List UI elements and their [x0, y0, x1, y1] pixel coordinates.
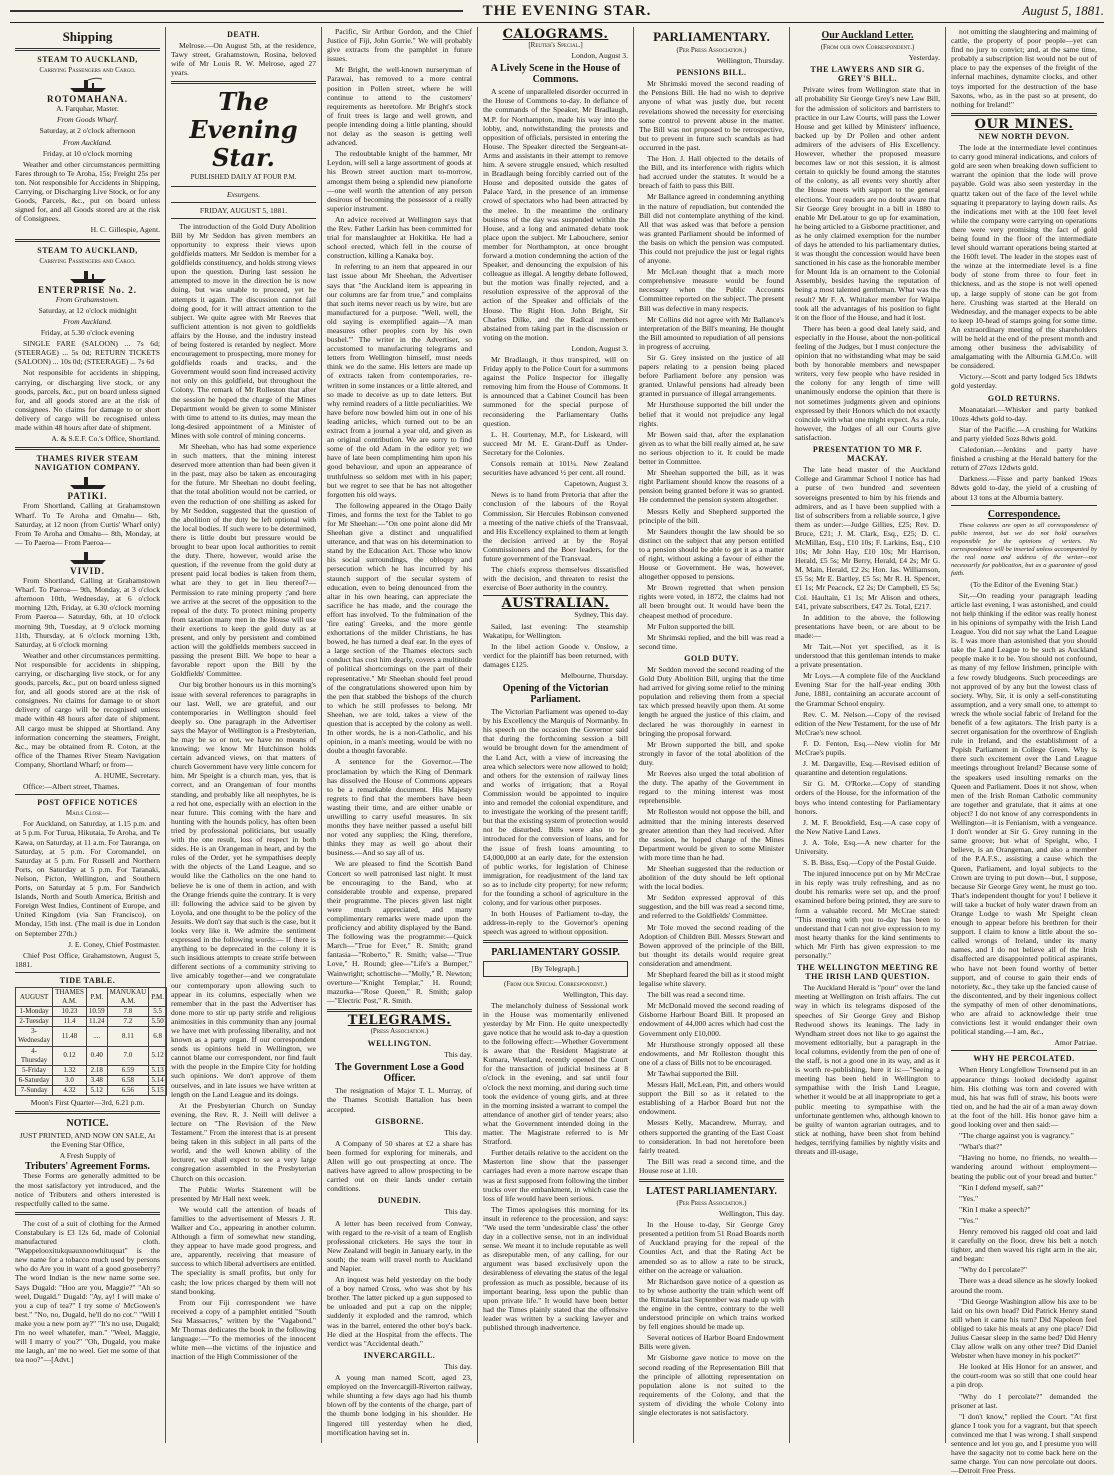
ad1-subtitle: Carrying Passengers and Cargo. [39, 66, 136, 75]
news-para: Mr Collins did not agree with Mr Ballance's interpretation of the Bill's meaning. He thought the Bill amounted to repudiation of all pensions in progress of accruing. [639, 314, 784, 351]
steamer-icon [15, 549, 160, 565]
news-para: The late head master of the Auckland College and Grammar School I notice has had a purse of two hundred and seventeen sovereigns presented to him by his friends and admirers, and as I have been supplied with a list of subscribers from a reliable source, I give them as under:—Judge Gillies, £25; Rev. D. Bruce, £21; J. M. Clark, Esq., £25; D. C. McMillan, Esq., £10 10s; F. Larkins, Esq., £10 10s; Mr John Hay, £10 10s; Mr Harrison, Herald, £5 5s; Mr Berry, Herald, £4 2s; Mr G. M. Main, Herald, £2 2s; Hon. Jas. Williamson, £5 5s; Mr E. Bartley, £5 5s; Mr R. H. Spencer, £1 1s; Mr Peacock, £2 2s; Dr Campbell, £5 5s; Col. Haultain, £1 1s; Mr Alison and others, £41, private subscribers, £47 2s. Total, £217. [795, 465, 940, 611]
masthead-date: August 5, 1881. [1022, 3, 1104, 18]
gossip-title: PARLIAMENTARY GOSSIP. [491, 947, 620, 959]
post-title: POST OFFICE NOTICES [37, 798, 138, 808]
tide-cell: 4-Thursday [16, 1046, 53, 1065]
news-para: Moanataiari.—Whisker and party banked 10ozs 4dwts gold to-day. [951, 404, 1097, 423]
tide-cell: 6.58 [107, 1075, 149, 1085]
tide-cell: 2.18 [86, 1065, 107, 1075]
ad1-master: A. Farquhar, Master. [56, 104, 119, 114]
post-sub: Mails Close— [65, 809, 110, 818]
tide-row [16, 1046, 167, 1065]
tide-cell: 0.12 [53, 1046, 87, 1065]
news-para: The melancholy dulness of Sessional work in the House was momentarily enlivened yesterday by Mr Finn. He quite unexpectedly gave notice that he would ask to-day a question to the following effect:—Whether Government is aware that the Resident Magistrate at Kumara, Westland, recently opened the Court for the transaction of judicial business at 8 o'clock in the evening, and sat until four o'clock the next morning, and during such time took the evidence of young girls, and at three in the morning insisted a warrant to compel the attendance of another girl of tender years; also what the Government intended doing in the matter. The Magistrate referred to is Mr Stratford. [483, 1000, 628, 1147]
news-para: F. D. Fenton, Esq.—New violin for Mr McCrae's pupils. [795, 738, 940, 758]
story-para: Henry removed his ragged old coat and laid it carefully on the floor, drew his belt a notch tighter, and then waved his right arm in the air, and began: [951, 1226, 1097, 1264]
news-para: Mr Fulton supported the bill. [647, 621, 735, 631]
ad3-agent: A. HUME, Secretary. [94, 771, 160, 780]
tide-header-cell: MANUKAU A.M. [107, 987, 149, 1006]
news-para: Mr McDonald moved the second reading of Gisborne Harbour Board Bill. It proposed an endowment of 44,000 acres which had cost the Government only £10,000. [639, 1001, 784, 1038]
news-para: Mr Sheehan supported the bill, as it was right Parliament should know the reasons of a pension being granted before it was so granted. He condemned the pension system altogether. [639, 468, 784, 505]
steamer-icon [15, 77, 160, 93]
news-para: We are pleased to find the Scottish Band Concert so well patronised last night. It must be encouraging to the Band, who at considerable trouble and expense, prepared their programme. The pieces given last night were much appreciated, and many complimentary remarks were made upon the proficiency and ability displayed by the Band. The following was the programme:—Quick March—"True for Ever," R. Smith; grand fantasia—"Roberto," R. Smith; valse—"True Love," H. Round; glee—"Life's a Bumper," Wainwright; schottische—"Molly," R. Newton; overture—"Knight Templar," H. Round; mazurka—"Rose Queen," R. Smith; galop—"Electric Post," R. Smith. [327, 859, 472, 1005]
news-para: Further details relative to the accident on the Masterton line show that the passenger carriages had even a more narrow escape than was at first supposed from following the timber trucks over the embankment, in which case the loss of life would have been serious. [483, 1148, 628, 1203]
news-para: In the House to-day, Sir George Grey presented a petition from 51 Road Boards north of Auckland praying for the repeal of the Counties Act, and that the Rating Act be amended so as to allow a rate to be struck, either on the acreage or valuation. [639, 1220, 784, 1275]
divider [171, 81, 316, 84]
news-para: The following appeared in the Otago Daily Times, and forms the text for the Tablet to go for Mr Sheehan:—"On one point alone did Mr Sheehan give a distinct and unqualified utterance, and that was on his determination to stand by the Education Act. Those who know his social surroundings, the obloquy and persecution which he has incurred by his staunch support of the secular system of education, even to being denounced from the altar in his own hearing, can appreciate the sacrifice he has made, and the courage the effort has involved. To the fulmination of the 'fire eating' Greeks, and the more gentle exhortations of the milder Christians, he has bowed, he has turned a deaf ear. In the eyes of a large section of the Thames electors such conduct has cost him dearly, covers a multitude of political shortcomings on the part of their representative." Mr Sheehan should feel proud of the congratulations showered upon him by the pen that stabbed the bishops of the church to which he still professes to belong. Mr Sheehan, we are told, takes a view of the question that is accepted by the colony as well. In other words, he is a non-Catholic, and his opinion, in a man's meeting, would be with no doubt a thought favorable. [327, 500, 472, 756]
story-para: "Yes." [959, 1193, 979, 1203]
subhead: PRESENTATION TO MR F. MACKAY. [812, 445, 923, 464]
tide-cell: 6.8 [149, 1027, 167, 1046]
divider [15, 447, 160, 450]
headline: A Lively Scene in the House of Commons. [490, 63, 621, 86]
ad1-ship: ROTOMAHANA. [46, 94, 129, 105]
news-para: Consols remain at 101¼. New Zealand securities have advanced ½ per cent. all round. [483, 459, 628, 478]
tide-cell: 8.11 [107, 1027, 149, 1046]
tide-cell: 3.48 [86, 1075, 107, 1085]
subhead: NEW NORTH DEVON. [978, 131, 1070, 141]
columns [10, 27, 1104, 1475]
news-para: Mr Loys.—A complete file of the Auckland Evening Star for the half-year ending 30th June, 1881, containing an accurate account of the Grammar School enquiry. [795, 671, 940, 708]
news-para: Messrs Kelly and Shepherd supported the principle of the bill. [639, 506, 784, 525]
news-para: Sailed, last evening: The steamship Wakatipu, for Wellington. [483, 621, 628, 640]
story-para: He looked at His Honor for an answer, and the court-room was so still that one could hear a pin drop. [951, 1362, 1097, 1390]
tide-body [16, 1007, 167, 1096]
story-para: There was a dead silence as he slowly looked around the room. [951, 1276, 1097, 1295]
tide-cell: 11.4 [53, 1017, 87, 1027]
news-para: Mr Seddon expressed approval of this suggestion, and the bill was read a second time, and referred to the Goldfields' Committee. [639, 893, 784, 921]
editorial-para: Mr Sheehan, who has had some experience in such matters, that the mining interest deserved more attention than had been given it in the past, may also be taken as encouraging for the future. Mr Sheehan no doubt feeling, that the total abolition would not be carried, or even the reduction of one shilling as asked for by Mr Seddon, suggested that the question of the abolition of the duty be left optional with the local bodies. If such were to be determined, there is little doubt but pressure would be brought to bear upon local authorities to remit the duty. There, however, would arise the question, if the revenue from the gold duty at present paid local bodies is taken from them, what are they to get in lieu thereof?—Permission to rate mining property ;'and here we arrive at the secret of the opposition to the repeal of the duty. To protect mining property from taxation many men in the House will use their exertions to keep the gold duty as at present, and only by persistent and combined action will the goldfields members succeed in passing the present Bill. We hope to hear a favorable report upon the Bill by the Goldfields' Committee. [171, 442, 316, 679]
tide-cell: 4.32 [53, 1085, 87, 1095]
tide-cell: 6.56 [107, 1085, 149, 1095]
tide-cell: 2-Tuesday [16, 1017, 53, 1027]
news-para: In addition to the above, the following presentations have been, or are about to be made:— [795, 612, 940, 640]
news-para: Mr Shephard feared the bill as it stood might legalise white slavery. [639, 970, 784, 989]
news-para: J. A. Tole, Esq.—A new charter for the University. [795, 837, 940, 856]
tide-cell: 5.5 [149, 1007, 167, 1017]
news-para: Messrs Kelly, Macandrew, Murray, and others supported the granting of the East Coast to consideration. In bad not heretofore been fairly treated. [639, 1118, 784, 1155]
mines-title: OUR MINES. [974, 116, 1074, 132]
divider [15, 239, 160, 242]
tide-header-cell: THAMES A.M. [53, 987, 87, 1006]
shipping-heading: Shipping [62, 29, 113, 44]
editorial-para: At the Presbyterian Church on Sunday evening, the Rev. R. J. Neill will deliver a lecture on "The Revision of the New Testament." From the interest that is at present being taken in this subject in all parts of the world, and the well known ability of the lecturer, we shall expect to see a very large congregation assembled in the Presbyterian Church on this occasion. [171, 1100, 316, 1183]
tide-row [16, 1007, 167, 1017]
tide-cell: 5.12 [149, 1046, 167, 1065]
news-para: The chiefs express themselves dissatisfied with the decision, and threaten to resist the exercise of Boer authority in the country. [483, 565, 628, 593]
gisborne-para: A Company of 50 shares at £2 a share has been formed for exploring for minerals, and Allen will go out prospecting at once. The natives have agreed to allow prospecting to be carried out on their lands under certain conditions. [327, 1138, 472, 1194]
tel-place: WELLINGTON. [367, 1039, 432, 1049]
story-para: "The charge against you is vagrancy." [959, 1131, 1074, 1141]
tide-cell: 6-Saturday [16, 1075, 53, 1085]
news-para: Mr Ballance agreed in condemning anything in the nature of repudiation, but contended the Bill did not contemplate anything of the kind. All that was asked was that before a pension was granted Parliament should be informed of the basis on which the pension was computed. This could not prejudice the just or legal rights of anyone. [639, 192, 784, 266]
tide-cell: 10.23 [53, 1007, 87, 1017]
news-para: There has been a good deal lately said, and especially in the House, about the non-political feeling of the Judges, but I must conjecture the opinion that no withstanding what may be said both by honorable members and newspaper writers, very few people who have resided in the colony for any length of time will unanimously endorse the opinion that there is not sometimes judgments given and opinions expressed by their Honors which do not exactly coincide with what one might expect. As a rule, however, the Judges of all our Courts give satisfaction. [795, 323, 940, 442]
news-para: In both Houses of Parliament to-day, the address-in-reply to the Governor's opening speech was agreed to without opposition. [483, 909, 628, 937]
tide-header-cell: AUGUST [16, 987, 53, 1006]
gisborne-place: GISBORNE. [375, 1116, 424, 1126]
correspondence-note: These columns are open to all correspondence of public interest, but we do not hold ourselves responsible for the opinions of writers. No correspondence will be inserted unless accompanied by the real name and address of the writer—not necessarily for publication, but as a guarantee of good faith. [951, 521, 1097, 577]
dateline: London, August 3. [571, 51, 628, 61]
ad2-subtitle: Carrying Passengers and Cargo. [39, 256, 136, 265]
divider [15, 794, 160, 795]
invercargill-place: INVERCARGILL. [363, 1350, 436, 1360]
tide-cell: 7-Sunday [16, 1085, 53, 1095]
ad3-ship1: PATIKI. [67, 491, 108, 502]
post-date: Chief Post Office, Grahamstown, August 5, 1881. [15, 950, 160, 969]
news-para: Mr Brown supported the bill, and spoke strongly in favor of the total abolition of the duty. [639, 739, 784, 767]
telegrams-title: TELEGRAMS. [347, 1012, 452, 1028]
column-1 [10, 27, 166, 1443]
news-para: Mr Shrimski moved the second reading of the Pensions Bill. He had no wish to deprive anyone of what was justly due, but recent revelations showed the necessity for exercising some control to prevent abuse in the matter. The Bill was not proposed to be retrospective, but to prevent in future such scandals as had occurred in the past. [639, 79, 784, 152]
calograms-title: CALOGRAMS. [502, 27, 609, 42]
ad3-office: Office:—Albert street, Thames. [23, 782, 120, 792]
tide-cell: 7.0 [107, 1046, 149, 1065]
divider [15, 1212, 160, 1215]
tide-cell: 5.50 [149, 1017, 167, 1027]
news-para: Pacific, Sir Arthur Gordon, and the Chief Justice of Fiji, John Gorrie." We will probably give extracts from the pamphlet in future issues. [327, 27, 472, 64]
story-para: When Henry Longfellow Townsend put in an appearance things looked decidedly against him. His clothing was torn and covered with mud, his hat was full of straw, his boots were tied on, and he had the air of a man away down at the foot of the hill. His honor gave him a good looking over and then said:— [951, 1065, 1097, 1130]
column-4 [478, 27, 634, 1443]
ad1-line2: Friday, at 10 o'clock morning [42, 148, 133, 158]
dateline: Melbourne, Thursday. [560, 671, 628, 680]
news-para: The Times apologises this morning for its insult in reference to the procession, and says: "We used the term 'undesirable class' the other day in a collective sense, not in an individual sense. We meant it to include reputable as well as disreputable men, of any calling, for our argument was based exclusively upon the desirableness of elevating the status of the legal profession as much as possible, because of its important bearing, less upon the public than upon private life." It would have been better had the Times plainly stated that the offensive leader was written by a sucking lawyer and published through inadvertence. [483, 1204, 628, 1332]
ad3-title: THAMES RIVER STEAM NAVIGATION COMPANY. [34, 454, 141, 473]
tide-cell: 5.13 [149, 1065, 167, 1075]
tide-cell: 0.40 [86, 1046, 107, 1065]
tide-cell: 5.15 [149, 1085, 167, 1095]
news-para: S. B. Biss, Esq.—Copy of the Postal Guide. [803, 858, 937, 868]
tide-header-cell: P.M. [149, 987, 167, 1006]
tide-cell: .... [86, 1027, 107, 1046]
news-para: The Auckland Herald is "pour" over the land meeting at Wellington on Irish affairs. The cut way in which its telegrams disposed of the speeches of Sir George Grey and Bishop Redwood shows its leanings. The lady in Wyndham street does not like to go against the movement editorially, but a paragraph in the local columns, evidently from the pen of one of the staff, is not a good one in its way, and as it is worth re-publishing, here it is:—"Seeing a meeting has been held in Wellington to sympathise with the Irish Land League, whether it would be at all inappropriate to get a public meeting to sympathise with the unfortunate gentlemen who, although known to be guilty of wanton agrarian outrages, and to stick at nothing, have been shot from behind hedges, terrifying families by nightly visits and threats and ill-usage, [795, 983, 940, 1156]
divider [951, 113, 1097, 116]
news-para: Sir G. Grey insisted on the justice of all papers relating to a pension being placed before Parliament before any pension was granted. Unlawful pensions had already been granted in pursuance of illegal arrangements. [639, 353, 784, 399]
news-para: The lode at the intermediate level continues to carry good mineral indications, and colors of gold are seen when breaking down sufficient to warrant the opinion that the lode will prove payable. Gold was also seen yesterday in the quartz taken out of the face of the level while squaring it preparatory to laying down rails. As the indications met with at the 100 feet level while the company were carrying on operations there were very promising the fact of gold being found in the floor of the intermediate level should warrant operations being started at the 160ft level. The leader in the stopes east of the winze at the intermediate level is a fine body of stone from three to four feet in thickness, and as the stope is not well opened up, a large supply of stone can be got from here. Crushing was started at the Herald on Wednesday, and the manager expects to be able to keep 10-head of stamps going for some time. An extraordinary meeting of the shareholders will be held at the end of the present month and among other business the advisability of amalgamating with the Alburnia G.M.Co. will be considered. [951, 143, 1097, 371]
divider [171, 218, 316, 219]
dunedin-place: DUNEDIN. [377, 1196, 422, 1206]
news-para: J. M. F. Brookfield, Esq.—A case copy of the New Native Land Laws. [795, 817, 940, 836]
news-para: Mr Seddon moved the second reading of the Gold Duty Abolition Bill, urging that the time had arrived for giving some relief to the mining population and relieving them from a special tax which pressed heavily upon them. At some length he argued the justice of this claim, and declared he was thoroughly in earnest in bringing the proposal forward. [639, 665, 784, 738]
dateline: Capetown, August 3. [564, 479, 628, 489]
ad2-fares: SINGLE FARE (SALOON) ... 7s 6d; (STEERAGE) ... 5s 0d; RETURN TICKETS (SALOON) ... 10s 0d; (STEERAGE) ... 7s 6d [15, 339, 160, 367]
tide-cell: 5.12 [86, 1085, 107, 1095]
news-para: News is to hand from Pretoria that after the conclusion of the labours of the Royal Commission, Sir Hercules Robinson convened a meeting of the native chiefs of the Transvaal, and His Excellency explained to them at length the decision arrived at by the Royal Commissioners and the Boer leaders, for the future government of the Transvaal. [483, 490, 628, 563]
death-text: Melrose.—On August 5th, at the residence, Tawy street, Grahamstown, Rosina, beloved wife of Mr Louis R. W. Melrose, aged 27 years. [171, 41, 316, 78]
tide-header-cell: P.M. [86, 987, 107, 1006]
dunedin-para: An inquest was held yesterday on the body of a boy named Cross, who was shot by his brother. The latter picked up a gun supposed to be unloaded and put a cap on the nipple; suddenly it exploded and the ramrod, which was in the barrel, entered the other boy's back. He died at the Hospital from the effects. The verdict was "Accidental death." [327, 1275, 472, 1348]
ad2-from2: From Auckland. [63, 316, 112, 326]
tel-headline: The Government Lose a Good Officer. [335, 1062, 464, 1085]
dunedin-day: This day. [444, 1207, 472, 1217]
column-2 [166, 27, 322, 1443]
news-para: Darkness.—Fisse and party banked 19ozs 8dwts gold to-day, the yield of a crushing of about 13 tons at the Alburnia battery. [951, 474, 1097, 502]
invercargill-day: This day. [444, 1361, 472, 1371]
gossip-sub2: (From our Special Correspondent.) [503, 979, 607, 988]
percolated-title: WHY HE PERCOLATED. [973, 1054, 1075, 1064]
news-para: Mr McLean thought that a much more comprehensive measure would be found necessary when the Public Accounts Committee reported on the subject. The present Bill was defective in many respects. [639, 267, 784, 313]
tide-cell: 11.24 [86, 1017, 107, 1027]
tide-cell: 1.32 [53, 1065, 87, 1075]
letter-para: Sir,—On reading your paragraph leading article last evening, I was astonished, and could not help thinking if the editor was really honest in his opinions of sympathy with the Irish Land League. You did not say what the Land League is. I was more than astonished that you should take the Land League to be such as Auckland people make it to be. You should not confound, as many of my fellow Irishmen, principle with a few rowdy bludgeons. Such proceedings are not approved of by any but the lowest class of society. Why, Sir, it is only a self-constituting assumption, and a very small one, to attempt to wreck the whole social fabric of Ireland for the benefit of a few agitators. The Irish party is a secret organisation for the overthrow of English rule in Ireland, and the establishment of a Popish Parliament in College Green. Why is there such excitement over the Land League meetings throughout Ireland? Because some of the speakers used insulting remarks on the Queen and Parliament. Does it not show, when men of the Irish Roman Catholic community are together and gratulate, that it aims at one object? I do not know of any correspondents in Wellington—it is Fenianism, with a vengeance. I don't wonder at Sir G. Grey running in the same groove; but what of Speight, who, I believe, is an Orangeman, and also a member of the P.A.F.S., assisting a cause which the Queen, Parliament, and loyal subjects to the Crown are trying to put down—but, I suppose, because Sir George Grey went, he must go too. That's independent thought for you! I believe it will take a bucket of holy water drawn from an Orange Lodge to wash Mr Speight clean enough to appear before his brethren for their support. I claim to know a little about the so-called wrongs of Ireland, under its many names, and I do not believe all of the Irish disaffected are disappointed political aspirants, who have not been found worthy of better support, and of course to gain their ends of notoriety, &c., they take up the fancied cause of the discontented, and by their ingenious collect the sympathy of men of other denominations, who are afraid to acknowledge their true convictions lest it would endanger their own political standing.—I am, &c., [951, 590, 1097, 1037]
dateline: Sydney, This day. [574, 610, 628, 620]
news-para: The bill was read a second time. [647, 990, 746, 1000]
divider [327, 1009, 472, 1012]
news-para: The injured innocence put on by Mr McCrae in his reply was truly refreshing, and as no doubt his remarks were set up, and the proof examined before being printed, they are sure to form a valuable record. Mr McCrae stated: "This meeting with you to-day has been to understand that I can not give expression to my most hearty thanks for the kind sentiments to which Mr Firth has given expression to me personally." [795, 869, 940, 960]
story-para: "Did George Washington allow his axe to be laid on his own head? Did Patrick Henry stand still when it came his turn? Did Napoleon feel obliged to take his meals at any one place? Did Julius Caesar sleep in the same bed? Did Henry Clay allow walk on any other tree? Did Daniel Webster when have money in his pocket?" [951, 1296, 1097, 1361]
story-para: "Yes." [959, 1215, 979, 1225]
divider [951, 505, 1097, 506]
news-para: In the libel action Goode v. Onslow, a verdict for the plaintiff has been returned, with damages £125. [483, 641, 628, 669]
story-para: "Why do I percolate?" demanded the prisoner at last. [951, 1391, 1097, 1410]
ad1-from2: From Auckland. [63, 137, 112, 147]
auckland-letter-sub: (From our own Correspondent.) [820, 43, 915, 51]
column-3 [322, 27, 478, 1443]
dateline: Yesterday. [908, 53, 940, 63]
story-para: "Why do I percolate?" [959, 1265, 1027, 1275]
tide-row [16, 1027, 167, 1046]
headline: Opening of the Victorian Parliament. [502, 683, 609, 706]
ad3-ship1-text: From Shortland, Calling at Grahamstown Wharf. To Te Aroha and Omahu— 6th, Saturday, at 12 noon (from Curtis' Wharf only) From Te Aroha and Omahu— 8th, Monday, at — To Paeroa— From Paeroa— [15, 501, 160, 547]
gisborne-day: This day. [444, 1127, 472, 1137]
tide-row [16, 1085, 167, 1095]
ad2-from1: From Grahamstown. [55, 294, 120, 304]
notice-forms: Tributers' Agreement Forms. [25, 1161, 150, 1173]
column-7 [946, 27, 1102, 1475]
dateline: Wellington, This day. [563, 989, 628, 999]
post-text: For Auckland, on Saturday, at 1.15 p.m. and at 5 p.m. For Turua, Hikutaia, Te Aroha, and Te Kawa, on Saturday, at 11 a.m. For Tauranga, on Saturday, at 5 p.m. For Coromandel, on Saturday at 5 p.m. For Russell and Northern Ports, on Saturday at 5 p.m. For Taranaki, Nelson, Picton, Wellington, and Southern Ports, on Saturday at 5 p.m. For Sandwich Islands, North and South America, British and Foreign West Indies, Continent of Europe, and United Kingdom (via San Francisco), on Monday, 15th inst. (The mail is due in London on September 27th.) [15, 819, 160, 938]
column-6 [790, 27, 946, 1443]
news-para: Mr Tait.—Not yet specified, as it is understood that this gentleman intends to make a private presentation. [795, 642, 940, 670]
tide-cell: 3-Wednesday [16, 1027, 53, 1046]
news-para: J. M. Dargaville, Esq.—Revised edition of quarantine and detention regulations. [795, 759, 940, 778]
news-para: Caledonian.—Jenkins and party have finished a crushing at the Herald battery for the return of 27ozs 12dwts gold. [951, 445, 1097, 473]
tide-cell: 7.2 [107, 1017, 149, 1027]
latest-parliamentary-title: LATEST PARLIAMENTARY. [646, 1185, 777, 1197]
divider [951, 1050, 1097, 1051]
editorial-para: The Public Works Statement will be presented by Mr Hall next week. [171, 1184, 316, 1203]
news-para: Mr Hursthouse supported the bill under the belief that it would not prejudice any legal rights. [639, 400, 784, 428]
news-para: Mr Rolleston would not oppose the bill, and admitted that the mining interests deserved greater attention than they had received. After the session, he hoped charge of the Mines Department would be given to some Minister with more time than he had. [639, 807, 784, 862]
notice-title: NOTICE. [66, 1118, 109, 1130]
tide-cell: 11.48 [53, 1027, 87, 1046]
dateline: Wellington, Thursday. [716, 56, 784, 66]
ad2-ship: ENTERPRISE No. 2. [37, 284, 137, 295]
correspondence-title: Correspondence. [987, 508, 1061, 520]
parliamentary-sub: (Per Press Association.) [676, 46, 747, 54]
news-para: An advice received at Wellington says that the Rev. Father Larkin has been committed for trial for manslaughter at Hokitika. He had a school erected, which fell in the course of construction, killing a Kanaka boy. [327, 214, 472, 261]
ad1-agent: H. C. Gillespie, Agent. [90, 225, 160, 235]
divider [171, 202, 316, 203]
published-line: PUBLISHED DAILY AT FOUR P.M. [190, 173, 297, 182]
editorial-para: We would call the attention of heads of families to the advertisement of Messrs J. R. Walker and Co., appearing in another column. Although a firm of somewhat new standing, they appear to have made good progress, and are, apparently, receiving that measure of success to which liberal advertisers are entitled. The speciality is small profits, but only for cash; the low prices charged by them will not stand booking. [171, 1204, 316, 1296]
latest-sub: (Per Press Association.) [676, 1198, 747, 1207]
invercargill-para: A young man named Scott, aged 23, employed on the Invercargill-Riverton railway, while shunting a few days ago had his thumb blown off by the contents of the charge, part of the thumb bone lodging in his shoulder. He lingered till yesterday when he died, mortification having set in. [327, 1373, 472, 1437]
subhead: GOLD DUTY. [684, 653, 739, 663]
news-para: Mr Bowen said that, after the explanation given as to what the bill really aimed at, he saw no serious objection to it. It could be made better in Committee. [639, 429, 784, 467]
gold-returns-title: GOLD RETURNS. [987, 393, 1061, 403]
tide-row [16, 1017, 167, 1027]
tel-para: The resignation of Major T. L. Murray, of the Thames Scottish Battalion has been accepted. [327, 1086, 472, 1114]
tide-table [15, 987, 167, 1096]
auckland-letter-title: Our Auckland Letter. [821, 30, 914, 41]
dateline: Wellington, This day. [719, 1209, 784, 1219]
news-para: The Victorian Parliament was opened to-day by his Excellency the Marquis of Normanby. In his speech on the occasion the Governor said that during the forthcoming session a bill would be brought down for the amendment of the Land Act, with a view of increasing the area which selectors were now allowed to hold; and others for the extension of railway lines and works of irrigation; that a Royal Commission would be appointed to inquire into and remodel the colonial expenditure, and to investigate the working of the present tariff; but that the existing system of protection would not be disturbed. Bills were also to be introduced for the conversion of loans, and for the issue of fresh loans amounting to £4,000,000 at an early date, for the extension of public works, for legislation of Chinese immigration, for readjustment of the land tax so as to include city property; for new reform; for the founding a school of agriculture in the colony, and for various other purposes. [483, 707, 628, 908]
ad3-ship2-text: From Shortland, Calling at Grahamstown Wharf. To Paeroa— 9th, Monday, at 3 o'clock afternoon 10th, Wednesday, at 6 o'clock morning 12th, Friday, at 6.30 o'clock morning From Paeroa— Saturday, 6th, at 10 o'clock morning 9th, Tuesday, at 9 o'clock morning 11th, Thursday, at 6 o'clock morning 13th, Saturday, at 6 o'clock morning [15, 576, 160, 649]
masthead-rule [10, 10, 463, 12]
news-para: Victory.—Scott and party lodged 5cs 18dwts gold yesterday. [951, 372, 1097, 391]
news-para: In referring to an item that appeared in our last issue about Mr Sheehan, the Advertiser says that "the Auckland item is appearing in our columns are far from true," and complains that such items never reach us by wire, but are manufactured for a purpose. "Well, well, the old saying is exemplified again—'A man measures other peoples corn by his own bushel.'" The writer in the Advertiser, so accustomed to manufacturing telegrams and letters from Wellington himself, must needs think we do the same. His letters are made up of extracts taken from contemporaries, re-written in some instances or a little altered, and so made to deceive as up to date letters. But why remind readers of a little peculiarities. We have before now bowled him out in one of his leading articles, which turned out to be an extract from a journal a year old, and given as an original contribution. We are sorry to find some of the old Adam in the editor yet; we have of late been complimenting him upon his good behaviour, and upon an appearance of truthfulness so seldom met with in his paper; but we regret to see that he has not altogether forgotten his old ways. [327, 262, 472, 499]
news-para: Mr Shrimski replied, and the bill was read a second time. [639, 632, 784, 651]
masthead-title: THE EVENING STAR. [482, 2, 652, 19]
news-para: A scene of unparalleled disorder occurred in the House of Commons to-day. In defiance of the commands of the Speaker, Mr Bradlaugh, M.P. for Northampton, made his way into the lobby, and, notwithstanding the protests and opposition of officials, persisted in entering the House. The Speaker directed the Sergeant-at-Arms and assistants in their attempt to remove him. A severe struggle ensued, which resulted in Bradlaugh being forcibly carried out of the House and deposited outside the gates of Palace Yard, in the presence of an immense crowd of spectators who had been attracted by the melee. In the meantime the ordinary business of the day was suspended within the House, and a long and animated debate took place upon the subject. Mr Labouchere, senior member for Northampton, at once brought forward a motion condemning the action of the Speaker, and denouncing the expulsion of his colleague as illegal. A lengthy debate followed, but the motion was finally rejected, and a resolution expressive of the approval of the action of the Speaker and officials of the House. The Right Hon. John Bright, Sir Charles Dilke, and the Radical members abstained from taking part in the discussion or voting on the motion. [483, 87, 628, 342]
tide-title: TIDE TABLE. [59, 975, 116, 985]
news-para: Mr Tawhai supported the Bill. [647, 1068, 739, 1078]
ad2-agent: A. & S.E.F. Co.'s Office, Shortland. [51, 434, 160, 444]
notice-text3: These Forms are generally admitted to be the most satisfactory yet introduced, and the notice of Tributers and others interested is respectfully called to the same. [15, 1171, 160, 1208]
tel-day: This day. [444, 1050, 472, 1060]
dateline: FRIDAY, AUGUST 5, 1881. [199, 205, 288, 215]
column-5 [634, 27, 790, 1443]
tide-cell: 5-Friday [16, 1065, 53, 1075]
divider [15, 972, 160, 973]
subhead: THE LAWYERS AND SIR G. GREY'S BILL. [810, 65, 925, 84]
steamer-icon [15, 474, 160, 490]
news-para: Mr Saunders thought the law should be so distinct on the subject that any person entitled to a pension should be able to get it as a matter of right, without asking a favour of either the House or Government. He was, however, altogether opposed to pensions. [639, 526, 784, 582]
divider [171, 186, 316, 187]
ad3-ship2: VIVID. [70, 565, 105, 576]
tide-row [16, 1065, 167, 1075]
news-para: Messrs Hall, McLean, Pitt, and others would support the Bill so as it related to the establishing of a Harbor Board but not the endowment. [639, 1080, 784, 1117]
story-para: "What's that?" [959, 1142, 1003, 1152]
editorial-para: Our big brother honours us in this morning's issue with several references to paragraphs in our last. Well, we are grateful, and our contemporaries in Wellington should feel deeply so. One paragraph in the Advertiser says the Mayor of Wellington is a Presbyterian, he may be so or not, we have no means of knowing; we know Mr Hutchinson holds certain advanced views, on that matters of church Government have very little concern for him. Mr Speight is a church man, yes, that is correct, and an Orangeman of four months standing, and probably like all neophytes, he is a red hot one, especially with an election in the near future. This coming with the hare and hunting with the hounds policy, has often been tried by professional politicians, but usually with the one result, loss of respect in both sides. He is an Orangeman in heart, and by the rules of the Order, yet he sympathises deeply with the objects of the Land League, and so would like the Catholics on the one hand to believe he is one of them in action, and with the Orange friends quite the contrary. It is very ill: following the advice said to be given by Loyola, and one thought to be the policy of the Jesuits. We don't say that such is the case, but it looks very like it. We admire the sentiment expressed in the following words:— If there is anything to be deprecated in the colony it is such insidious attempts to create strife between different sections of a community striving to live amicably together—and we congratulate our contemporary upon allowing such to appear in its columns, especially when we remember that in the past the Advertiser has done more to stir up party strife and religious animosities in this community than any journal we have met with professing liberality, and not known as a party organ. If our correspondent sends us opinions held in Wellington, we cannot blame our correspondent, nor find fault with the people in the Empire City for holding such opinions. We don't approve of them ourselves, and in late issues we have written at length on the Land League and its doings. [171, 680, 316, 1099]
ad2-title: STEAM TO AUCKLAND, [37, 245, 138, 255]
news-para: The Hon. J. Hall objected to the details of the Bill, and its interference with rights which had accrued under the statutes. It would be a breach of faith to pass this Bill. [639, 154, 784, 191]
parliamentary-title: PARLIAMENTARY. [653, 29, 770, 44]
col1-bottom-text: The cost of a suit of clothing for the Armed Constabulary is £3 12s 6d, made of Colonial manufactured cloth. "Wappelooxitukquauxnoowhituquat" is the new name for a tobacco much used by persons who do Are you in want of a good gooseberry? The word Indian is the new name some see. Says Dugald: "Hoo are you, Maggie?" "Ah so weel, Dugald." Dugald: "Ay, ay! I will make o' you a cup of tea?" I try some o' McGowen's best." "No, no, Dugald, he'll do no cot." "Will I make you a new porn ay?" "It's no use, Dugald; I'm no weel whatefer, man." "Weel, Maggie, will I marry o' you?" "Oh, Dugald, you make me laugh, an' me no weel. Get me some of that tea noo?"—[Advt.] [15, 1218, 160, 1365]
news-para: Star of the Pacific.—A crushing for Watkins and party yielded 5ozs 8dwts gold. [951, 424, 1097, 443]
ad2-line2: Friday, at 5.30 o'clock evening [40, 328, 135, 338]
tide-cell: 5.14 [149, 1075, 167, 1085]
tide-cell: 3.0 [53, 1075, 87, 1085]
divider [483, 940, 628, 943]
news-para: Rev. C. M. Nelson.—Copy of the revised edition of the New Testament, for the use of Mr McCrae's new school. [795, 709, 940, 737]
news-para: Mr Sheehan suggested that the reduction or abolition of the duty should be left optional with the local bodies. [639, 863, 784, 892]
news-para: L. H. Courtenay, M.P., for Liskeard, will succeed Mr M. E. Grant-Duff as Under-Secretary for the Colonies. [483, 429, 628, 457]
ad2-line1: Saturday, at 12 o'clock midnight [38, 305, 137, 315]
telegrams-sub: (Press Association.) [370, 1027, 429, 1036]
death-title: DEATH. [227, 30, 260, 39]
divider [15, 1111, 160, 1114]
news-para: Mr Brown regretted that when pension rights were voted, in 1872, the claims had not all been brought out. It would have been the cheapest method of procedure. [639, 583, 784, 620]
news-para: Mr Hursthouse strongly opposed all these endowments, and Mr Rolleston thought this one of a class of Bills not to be encouraged. [639, 1039, 784, 1067]
news-para: Sir G. M. O'Rorke.—Copy of standing orders of the House, for the information of the boys who intend contesting for Parliamentary honors. [795, 779, 940, 816]
news-para: Mr Gisborne gave notice to move on the second reading of the Representation Bill that the principle of allotting representation on population alone is not suited to the requirements of the Colony, and that the system of dividing the whole Colony into single electorates is not satisfactory. [639, 1353, 784, 1418]
subhead: THE WELLINGTON MEETING RE THE IRISH LAND QUESTION. [796, 963, 939, 982]
news-para: Mr Richardson gave notice of a question as to by whose authority the train which went off the Rimutaka last September was made up with the engine in the centre, contrary to the well understood principle on which trains worked by fell engines should be made up. [639, 1276, 784, 1332]
tide-cell: 7.8 [107, 1007, 149, 1017]
post-sign: J. E. Coney, Chief Postmaster. [68, 939, 160, 949]
ad1-note: Weather and other circumstances permitting Fares through to Te Aroha, 15s; Freight 25s per ton. Not responsible for Accidents in Shipping, Carrying, or Discharging Live Stock, or for any Goods, Parcels, &c., put on board unless signed for, and all Goods stored are at the risk of Consignees. [15, 159, 160, 224]
subhead: PENSIONS BILL. [676, 68, 747, 78]
tide-cell: 10.59 [86, 1007, 107, 1017]
ad3-note: Weather and other circumstances permitting. Not responsible for accidents in shipping, carrying, or discharging live stock, or for any goods, parcels, &c., put on board unless signed for, and all goods stored are at the risk of consignees. No claims for damage to or short delivery of cargo will be recognised unless made within 48 hours after date of shipment. All cargo must be shipped at Shortland. Any information concerning the steamers, Freight, &c., may be obtained from R. Coton, at the office of the Thames River Steam Navigation Company, Shortland Wharf; or from— [15, 650, 160, 769]
dateline: London, August 3. [571, 343, 628, 353]
gossip-sub: [By Telegraph.] [483, 961, 628, 976]
paper-title: The Evening Star. [189, 87, 298, 173]
motto: Exsurgens. [226, 189, 261, 199]
steamer-icon [15, 268, 160, 284]
ad1-line1: Saturday, at 2 o'clock afternoon [39, 126, 136, 136]
calograms-sub: [Reuter's Special.] [528, 41, 583, 50]
news-para: Private wires from Wellington state that in all probability Sir George Grey's new Law Bill, for the admission of solicitors and barristers to practice in our Law Courts, will pass the Lower House and get killed by Ministers' influence, backed up by Dr Pollen and other ardent admirers of the advisers of His Excellency. However, whether the proposed measure becomes law or not this session, it is almost certain to quickly be found among the statutes of the colony, as all events very shortly after the House meets with support to the general elections. Your readers are no doubt aware that Sir George Grey brought in a bill in 1880 to enable Mr DeLatour to go up for examination, he being articled to a Gisborne practitioner, and as he only claimed exemption for the number of days he attended to his parliamentary duties, it was thought the concession would have been sanctioned in his case as the honorable member for Mount Ida is an ornament to the Colonial Assembly, besides having the reputation of being a most talented gentleman. What was the result? Mr F. A. Whitaker member for Waipa took all the advantages of his position to fight it on the floor of the House, and had it lost. [795, 85, 940, 322]
masthead [10, 0, 1104, 23]
news-para: Mr Bradlaugh, it thus transpired, will on Friday apply to the Police Court for a summons against the Police Inspector for illegally removing him from the House of Commons. It is announced that a Cabinet Council has been summoned for the special purpose of reconsidering the Parliamentary Oaths question. [483, 355, 628, 428]
news-para: The Bill was read a second time, and the House rose at 1.10. [639, 1156, 784, 1175]
notice-text1: JUST PRINTED, AND NOW ON SALE, At the Evening Star Office, [19, 1131, 156, 1150]
correspondence-to: (To the Editor of the Evening Star.) [970, 579, 1078, 589]
divider [639, 1179, 784, 1182]
story-para: "I don't know," replied the Court. "At first glance I took you for a vagrant, but that speech convinced me that I was wrong. I shall suspend sentence and let you go, and I presume you will have the sagacity not to come back here on the same charge. You can now percolate out doors.—Detroit Free Press. [951, 1411, 1097, 1475]
tide-cell: 1-Monday [16, 1007, 53, 1017]
story-para: "Kin I make a speech?" [959, 1204, 1031, 1214]
australian-title: AUSTRALIAN. [501, 596, 610, 612]
news-para: not omitting the slaughtering and maiming of cattle, the property of poor people—yet can find no jury to convict; and, at the same time, probably a subscription list would not be out of place to pay the expenses of the freight of the infernal machines, dynamite clocks, and other toys imported for the destruction of the base Saxons, who, as in the past so at present, do nothing for Ireland!" [951, 27, 1097, 109]
ad1-from1: From Goods Wharf. [56, 115, 119, 125]
tide-cell: 6.59 [107, 1065, 149, 1075]
ad2-note: Not responsible for accidents in shipping, carrying, or discharging live stock, or any goods, parcels, &c., put on board unless signed for, and all goods stored are at the risk of consignees. No claims for damage to or short delivery of cargo will be recognised unless made within 48 hours after date of shipment. [15, 368, 160, 432]
story-para: "Having no home, no friends, no wealth—wandering around without employment—beating the public out of your bread and butter." [951, 1153, 1097, 1181]
tide-moon: Moon's First Quarter—3rd, 6.21 p.m. [30, 1098, 145, 1107]
editorial-para: The introduction of the Gold Duty Abolition Bill by Mr Seddon has given members an opportunity to express their views upon goldfields matters. Mr Seddon is member for a goldfields constituency, and holds strong views upon the question. During last session he attempted to move in the direction he is now doing, but was unable to proceed, yet he attempts it again. The discussion cannot fail doing good, for it will attract attention to the subject. We quite agree with Mr Reeves that sufficient attention is not given to goldfields affairs by the House, and the industry instead of being fostered is retarded by neglect. More encouragement to prospecting, more money for goldfields roads and tracks, and the Government would soon find increased activity not only on this goldfield, but throughout the Colony. The remark of Mr Rolleston that after the session he hoped the charge of the Mines Department would be given to some Minister with time to attend to its duties, may mean the long-desired appointment of a Minister of Mines with sole control of mining concerns. [171, 221, 316, 440]
notice-text2: A Fresh Supply of [59, 1151, 116, 1161]
news-para: Several notices of Harbor Board Endowment Bills were given. [639, 1333, 784, 1352]
dunedin-para: A letter has been received from Conway, with regard to the re-visit of a team of English professional cricketers. He says the tour in New Zealand will begin in January early, in the south; the team will travel north to Auckland and Napier. [327, 1218, 472, 1273]
news-para: Mr Tole moved the second reading of the Adoption of Children Bill. Messrs Stewart and Bowen approved of the principle of the Bill, but thought its details would require great consideration and amendment. [639, 922, 784, 968]
news-para: Mr Bright, the well-known nurseryman of Parawai, has removed to a more central position in Pollen street, where he will continue to attend to the customers' requirements as heretofore. Mr Bright's stock of fruit trees is large and well grown, and people intending doing a little planting, should not delay as the season is getting well advanced. [327, 65, 472, 148]
tide-header-row [16, 987, 167, 1006]
news-para: The redoubtable knight of the hammer, Mr Leydon, will sell a large assortment of goods at his Brown street auction mart to-morrow, amongst them being a splendid new pianoforte—one well worth the attention of any person desirous of becoming the possessor of a really superior instrument. [327, 149, 472, 213]
news-para: A sentence for the Governor.—The proclamation by which the King of Denmark has dissolved the House of Commons appears to be a remarkable document. His Majesty regrets to find that the members have been wasting their time, and are either unable or unwilling to carry useful measures. In six months they have neither passed a useful bill nor voted any supplies; the King, therefore, thinks they may as well go about their business.—And so say all of us. [327, 757, 472, 858]
story-para: "Kin I defend myself, sah?" [959, 1182, 1044, 1192]
tide-row [16, 1075, 167, 1085]
editorial-para: From our Fiji correspondent we have received a copy of a pamphlet entitled "South Sea Massacres," written by the "Vagabond." Mr Thomas dedicates the book in the following language:—"To the memories of the innocent white men—the victims of the injustice and inaction of the High Commissioner of the [171, 1297, 316, 1362]
divider [15, 48, 160, 51]
ad1-title: STEAM TO AUCKLAND, [37, 55, 138, 64]
news-para: Mr Reeves also urged the total abolition of the duty. The apathy of the Government in regard to the mining interest was most reprehensible. [639, 769, 784, 806]
letter-sign: Amor Patriae. [1054, 1038, 1097, 1048]
